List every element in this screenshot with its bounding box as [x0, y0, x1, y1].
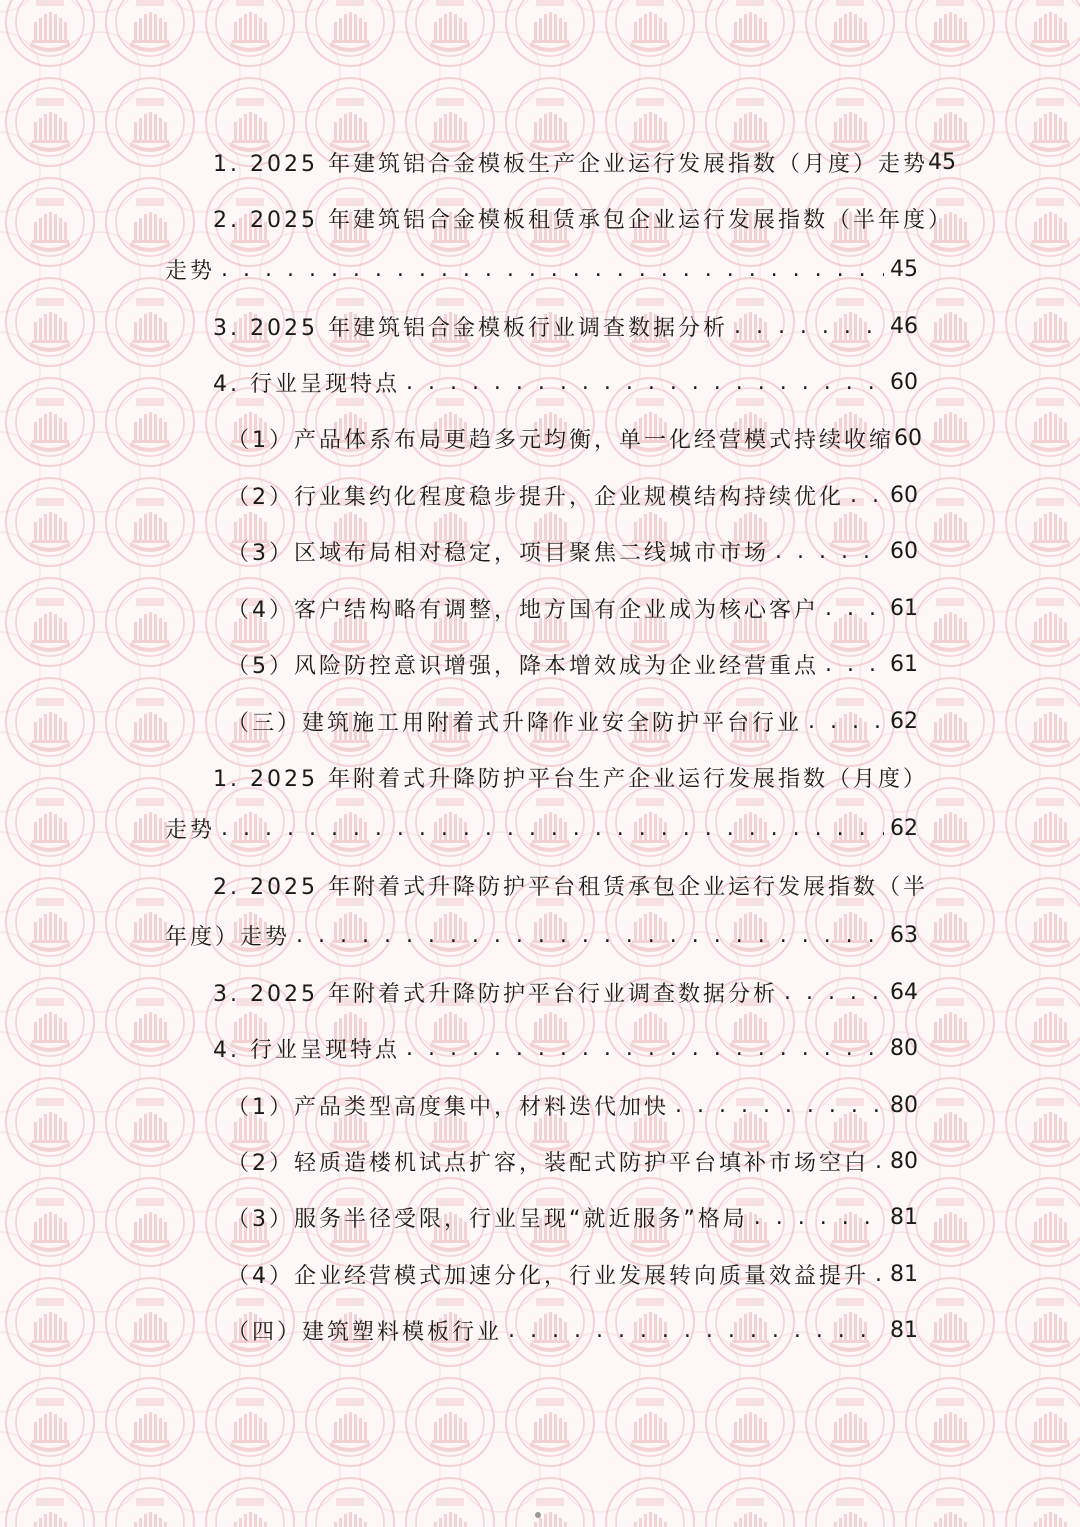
toc-entry-title: 3. 2025 年附着式升降防护平台行业调查数据分析 — [213, 981, 778, 1007]
toc-entry-title: （4）客户结构略有调整，地方国有企业成为核心客户 — [227, 597, 819, 623]
toc-entry-title: 4. 行业呈现特点 — [213, 371, 400, 397]
toc-page-number: 60 — [890, 482, 918, 508]
toc-entry[interactable] — [213, 865, 928, 905]
toc-page-number: 45 — [927, 149, 956, 175]
toc-entry-title: （4）企业经营模式加速分化，行业发展转向质量效益提升 — [227, 1263, 869, 1289]
toc-entry-title: 走势 — [165, 258, 216, 284]
toc-dot-leader — [296, 923, 884, 948]
toc-page-number: 64 — [890, 979, 918, 1005]
toc-entry[interactable] — [227, 418, 922, 458]
toc-dot-leader — [406, 370, 884, 395]
toc-entry-title: 2. 2025 年建筑铝合金模板租赁承包企业运行发展指数（半年度） — [213, 207, 953, 233]
toc-entry-title: 3. 2025 年建筑铝合金模板行业调查数据分析 — [213, 315, 728, 341]
toc-entry-title: 年度）走势 — [165, 924, 291, 950]
toc-entry-title: 1. 2025 年附着式升降防护平台生产企业运行发展指数（月度） — [213, 766, 928, 792]
toc-entry-title: （2）行业集约化程度稳步提升，企业规模结构持续优化 — [227, 484, 844, 510]
toc-page-number: 80 — [890, 1035, 918, 1061]
toc-entry-title: （1）产品体系布局更趋多元均衡，单一化经营模式持续收缩 — [227, 427, 894, 453]
toc-page-number: 60 — [890, 369, 918, 395]
toc-dot-leader — [875, 1262, 884, 1287]
toc-entry[interactable] — [213, 757, 928, 797]
toc-page-number: 61 — [890, 651, 918, 677]
toc-entry[interactable] — [227, 1254, 918, 1294]
toc-entry-title: （1）产品类型高度集中，材料迭代加快 — [227, 1094, 669, 1120]
toc-entry-title: 走势 — [165, 817, 216, 843]
toc-entry[interactable] — [213, 972, 918, 1012]
toc-entry[interactable] — [227, 588, 918, 628]
toc-dot-leader — [508, 1318, 884, 1343]
toc-entry[interactable] — [227, 1141, 918, 1181]
toc-entry[interactable] — [227, 701, 918, 741]
toc-dot-leader — [850, 483, 884, 508]
toc-dot-leader — [406, 1036, 884, 1061]
toc-entry[interactable] — [165, 915, 918, 955]
toc-entry[interactable] — [213, 1028, 918, 1068]
toc-entry[interactable] — [165, 808, 918, 848]
toc-entry-title: （2）轻质造楼机试点扩容，装配式防护平台填补市场空白 — [227, 1150, 869, 1176]
toc-entry[interactable] — [227, 475, 918, 515]
toc-page-number: 62 — [890, 815, 918, 841]
toc-dot-leader — [784, 980, 884, 1005]
toc-entry[interactable] — [227, 1085, 918, 1125]
toc-entry[interactable] — [165, 249, 918, 289]
toc-entry-title: （5）风险防控意识增强，降本增效成为企业经营重点 — [227, 653, 819, 679]
toc-page-number: 61 — [890, 595, 918, 621]
toc-entry-title: （四）建筑塑料模板行业 — [227, 1319, 503, 1345]
toc-page-number: 63 — [890, 922, 918, 948]
toc-entry-title: （三）建筑施工用附着式升降作业安全防护平台行业 — [227, 710, 803, 736]
toc-entry[interactable] — [213, 362, 918, 402]
toc-page-number: 80 — [890, 1148, 918, 1174]
toc-dot-leader — [875, 1149, 884, 1174]
toc-page-number: 46 — [890, 313, 918, 339]
toc-entry-title: （3）服务半径受限，行业呈现“就近服务”格局 — [227, 1206, 748, 1232]
toc-page-number: 62 — [890, 708, 918, 734]
toc-page-number: 81 — [890, 1317, 918, 1343]
toc-dot-leader — [221, 257, 884, 282]
toc-entry[interactable] — [213, 198, 953, 238]
toc-entry[interactable] — [227, 644, 918, 684]
toc-dot-leader — [825, 596, 884, 621]
toc-dot-leader — [825, 652, 884, 677]
toc-entry[interactable] — [227, 1197, 918, 1237]
toc-dot-leader — [754, 1205, 884, 1230]
toc-dot-leader — [808, 709, 884, 734]
toc-page-number: 81 — [890, 1261, 918, 1287]
toc-page-number: 60 — [894, 425, 922, 451]
toc-page-number: 45 — [890, 256, 918, 282]
toc-entry[interactable] — [213, 142, 956, 182]
toc-dot-leader — [775, 539, 884, 564]
toc-entry-title: 1. 2025 年建筑铝合金模板生产企业运行发展指数（月度）走势 — [213, 151, 928, 177]
toc-entry[interactable] — [213, 306, 918, 346]
page-marker-dot — [535, 1512, 541, 1518]
toc-dot-leader — [221, 816, 884, 841]
toc-entry-title: 4. 行业呈现特点 — [213, 1037, 400, 1063]
toc-entry-title: （3）区域布局相对稳定，项目聚焦二线城市市场 — [227, 540, 769, 566]
toc-entry[interactable] — [227, 1310, 918, 1350]
toc-entry-title: 2. 2025 年附着式升降防护平台租赁承包企业运行发展指数（半 — [213, 874, 928, 900]
toc-dot-leader — [734, 314, 884, 339]
toc-page-number: 60 — [890, 538, 918, 564]
toc-entry[interactable] — [227, 531, 918, 571]
toc-page-number: 81 — [890, 1204, 918, 1230]
toc-dot-leader — [675, 1093, 884, 1118]
toc-page-number: 80 — [890, 1092, 918, 1118]
